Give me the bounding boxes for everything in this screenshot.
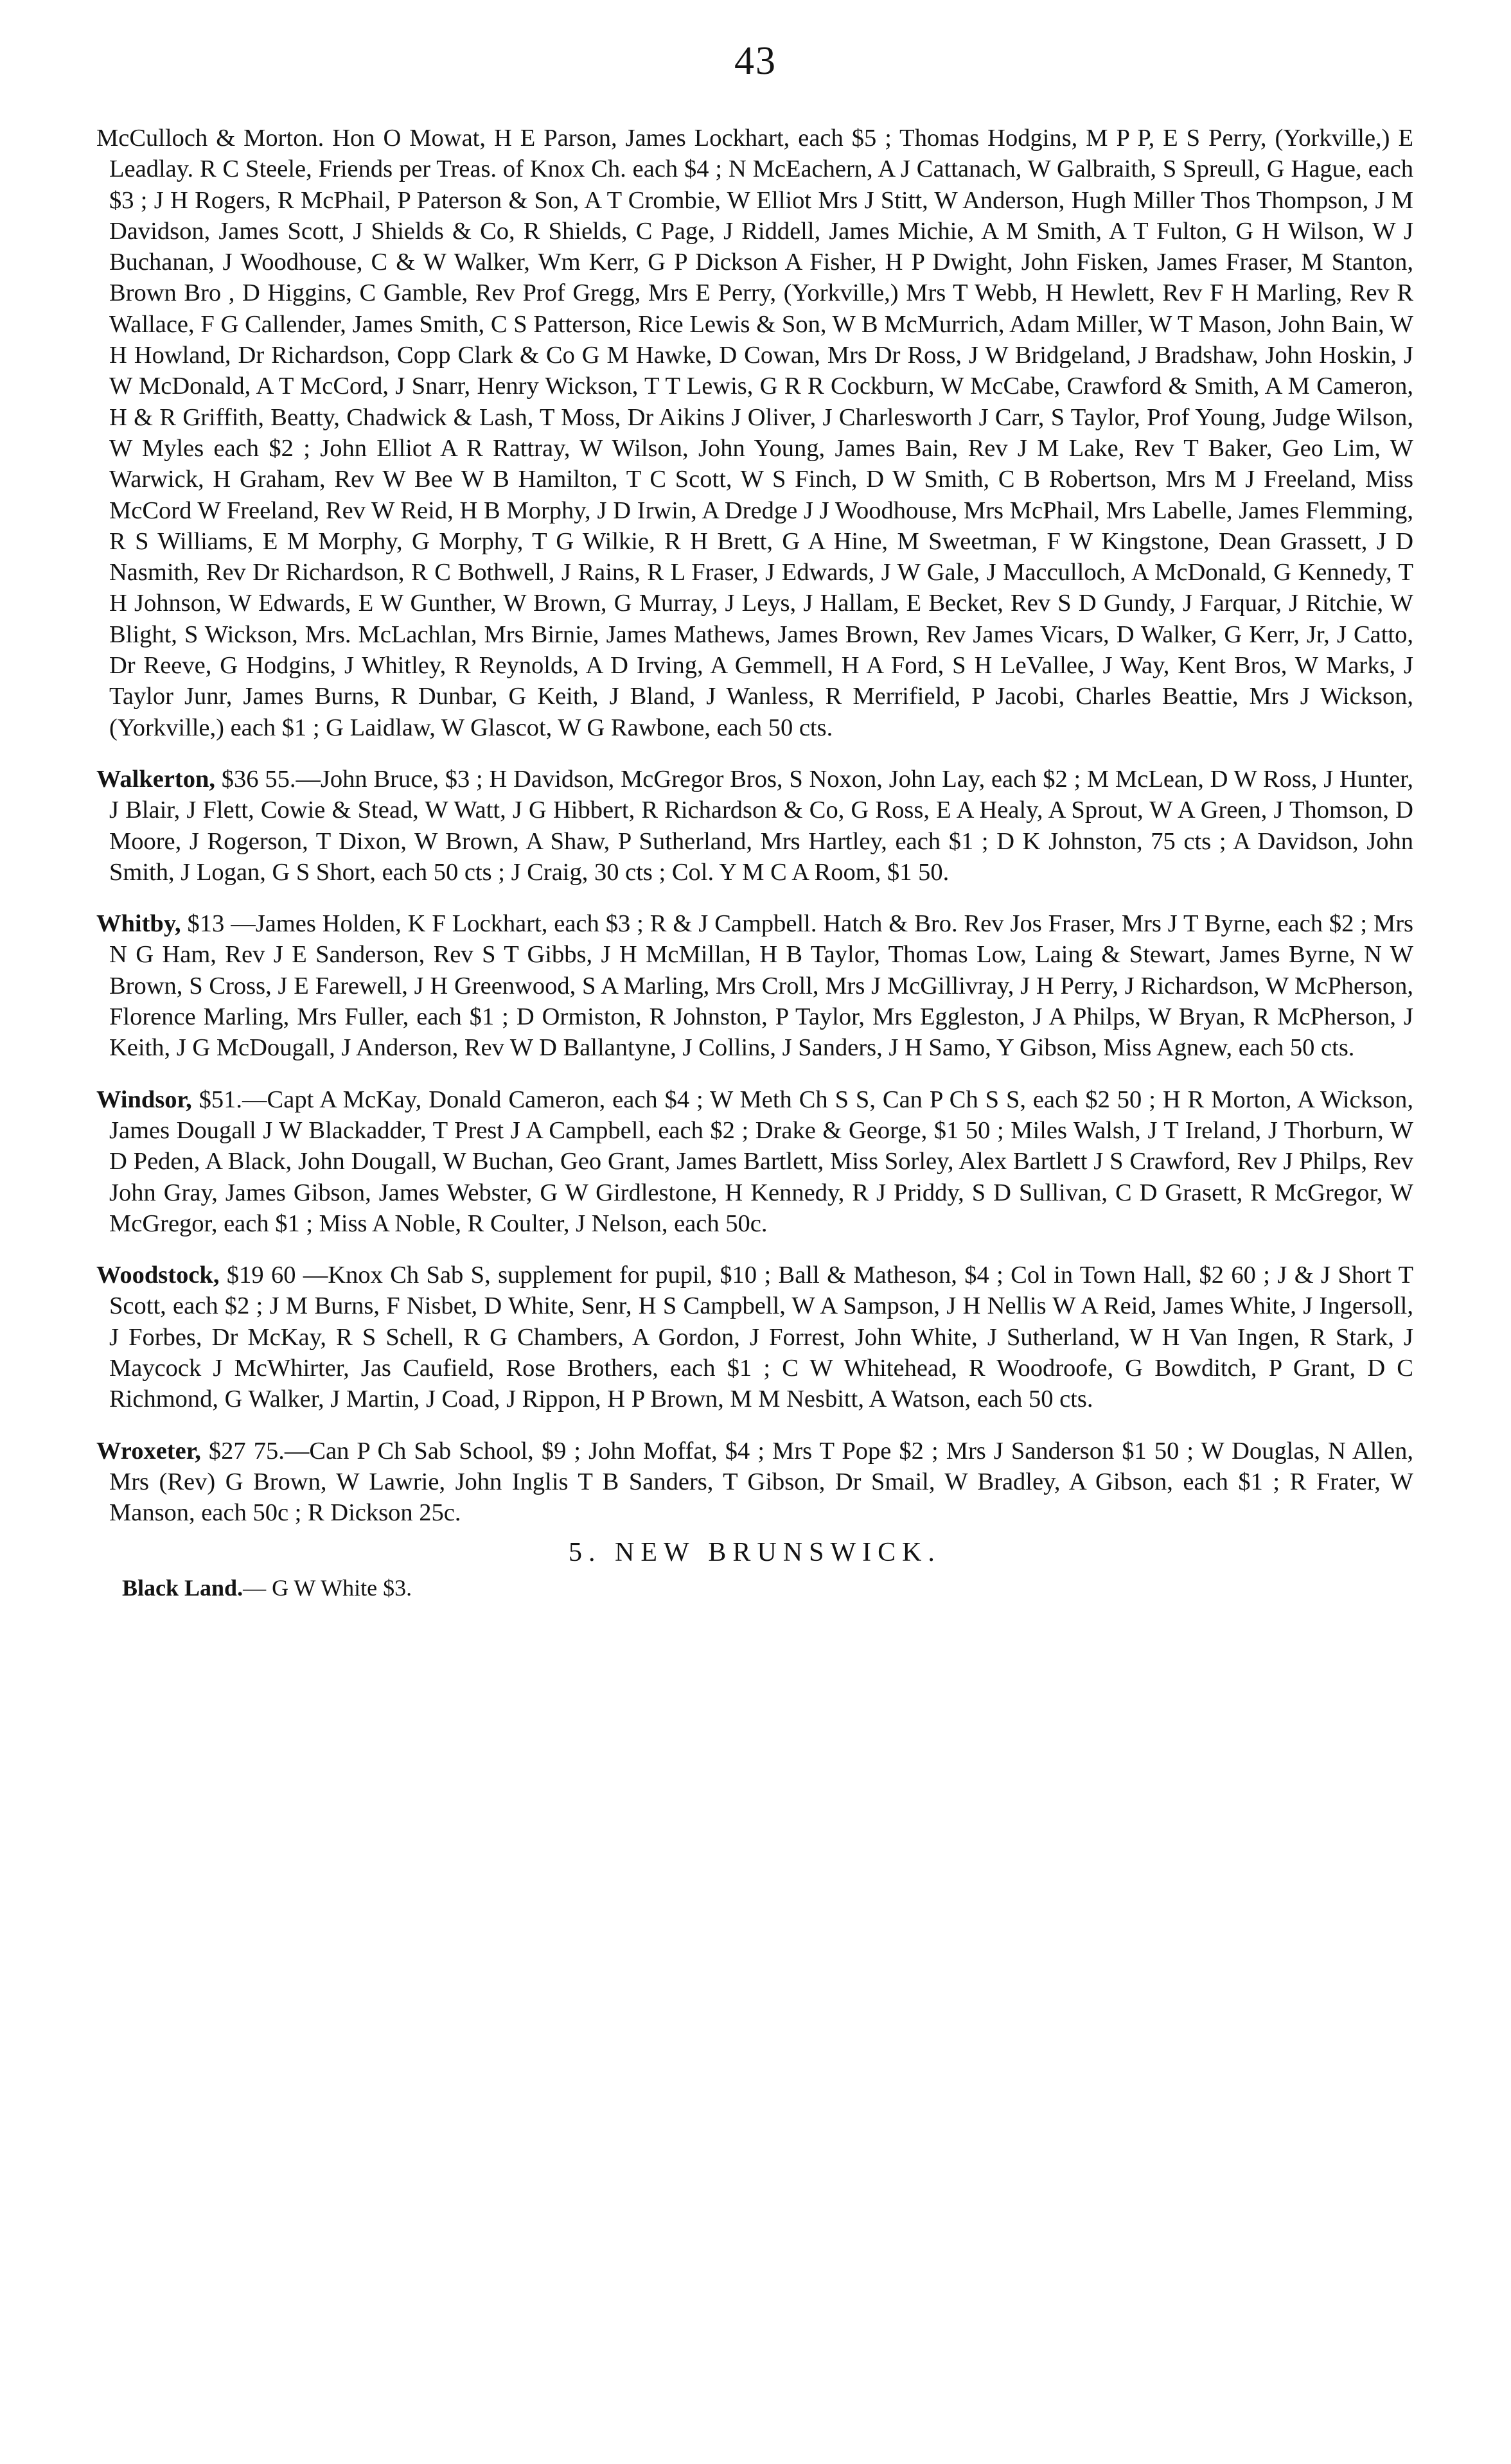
contribution-paragraph [96, 1260, 1413, 1414]
contribution-paragraph [96, 1084, 1413, 1239]
paragraph-lead: Windsor, [96, 1086, 192, 1113]
paragraph-text: $13 —James Holden, K F Lockhart, each $3 ; R & J Campbell. Hatch & Bro. Rev Jos Fraser, Mrs J T Byrne, each $2 ; Mrs N G Ham, Rev J E Sanderson, Rev S T Gibbs, J H McMillan, H B Taylor, Thomas Low, Laing & Stewart, James Byrne, N W Brown, S Cross, J E Farewell, J H Greenwood, S A Marling, Mrs Croll, Mrs J McGillivray, J H Perry, J Richardson, W McPherson, Florence Marling, Mrs Fuller, each $1 ; D Ormiston, R Johnston, P Taylor, Mrs Eggleston, J A Philps, W Bryan, R McPherson, J Keith, J G McDougall, J Anderson, Rev W D Ballantyne, J Collins, J Sanders, J H Samo, Y Gibson, Miss Agnew, each 50 cts. [109, 910, 1413, 1062]
paragraph-text: $19 60 —Knox Ch Sab S, supplement for pupil, $10 ; Ball & Matheson, $4 ; Col in Town Hall, $2 60 ; J & J Short T Scott, each $2 ; J M Burns, F Nisbet, D White, Senr, H S Campbell, W A Sampson, J H Nellis W A Reid, James White, J Ingersoll, J Forbes, Dr McKay, R S Schell, R G Chambers, A Gordon, J Forrest, John White, J Sutherland, W H Van Ingen, R Stark, J Maycock J McWhirter, Jas Caufield, Rose Brothers, each $1 ; C W Whitehead, R Woodroofe, G Bowditch, P Grant, D C Richmond, G Walker, J Martin, J Coad, J Rippon, H P Brown, M M Nesbitt, A Watson, each 50 cts. [109, 1262, 1413, 1413]
contribution-paragraph [96, 1436, 1413, 1529]
paragraph-lead: Whitby, [96, 910, 181, 938]
contribution-paragraph [96, 908, 1413, 1063]
contribution-paragraph [96, 764, 1413, 888]
page-number: 43 [734, 39, 777, 83]
paragraph-lead: Wroxeter, [96, 1437, 201, 1465]
paragraph-text: $36 55.—John Bruce, $3 ; H Davidson, McGregor Bros, S Noxon, John Lay, each $2 ; M McLean, D W Ross, J Hunter, J Blair, J Flett, Cowie & Stead, W Watt, J G Hibbert, R Richardson & Co, G Ross, E A Healy, A Sprout, W A Green, J Thomson, D Moore, J Rogerson, T Dixon, W Brown, A Shaw, P Sutherland, Mrs Hartley, each $1 ; D K Johnston, 75 cts ; A Davidson, John Smith, J Logan, G S Short, each 50 cts ; J Craig, 30 cts ; Col. Y M C A Room, $1 50. [109, 765, 1413, 886]
paragraph-text: McCulloch & Morton. Hon O Mowat, H E Parson, James Lockhart, each $5 ; Thomas Hodgins, M P P, E S Perry, (Yorkville,) E Leadlay. R C Steele, Friends per Treas. of Knox Ch. each $4 ; N McEachern, A J Cattanach, W Galbraith, S Spreull, G Hague, each $3 ; J H Rogers, R McPhail, P Paterson & Son, A T Crombie, W Elliot Mrs J Stitt, W Anderson, Hugh Miller Thos Thompson, J M Davidson, James Scott, J Shields & Co, R Shields, C Page, J Riddell, James Michie, A M Smith, A T Fulton, G H Wilson, W J Buchanan, J Woodhouse, C & W Walker, Wm Kerr, G P Dickson A Fisher, H P Dwight, John Fisken, James Fraser, M Stanton, Brown Bro , D Higgins, C Gamble, Rev Prof Gregg, Mrs E Perry, (Yorkville,) Mrs T Webb, H Hewlett, Rev F H Marling, Rev R Wallace, F G Callender, James Smith, C S Patterson, Rice Lewis & Son, W B McMurrich, Adam Miller, W T Mason, John Bain, W H Howland, Dr Richardson, Copp Clark & Co G M Hawke, D Cowan, Mrs Dr Ross, J W Bridgeland, J Bradshaw, John Hoskin, J W McDonald, A T McCord, J Snarr, Henry Wickson, T T Lewis, G R R Cockburn, W McCabe, Crawford & Smith, A M Cameron, H & R Griffith, Beatty, Chadwick & Lash, T Moss, Dr Aikins J Oliver, J Charlesworth J Carr, S Taylor, Prof Young, Judge Wilson, W Myles each $2 ; John Elliot A R Rattray, W Wilson, John Young, James Bain, Rev J M Lake, Rev T Baker, Geo Lim, W Warwick, H Graham, Rev W Bee W B Hamilton, T C Scott, W S Finch, D W Smith, C B Robertson, Mrs M J Freeland, Miss McCord W Freeland, Rev W Reid, H B Morphy, J D Irwin, A Dredge J J Woodhouse, Mrs McPhail, Mrs Labelle, James Flemming, R S Williams, E M Morphy, G Morphy, T G Wilkie, R H Brett, G A Hine, M Sweetman, F W Kingstone, Dean Grassett, J D Nasmith, Rev Dr Richardson, R C Bothwell, J Rains, R L Fraser, J Edwards, J W Gale, J Macculloch, A McDonald, G Kennedy, T H Johnson, W Edwards, E W Gunther, W Brown, G Murray, J Leys, J Hallam, E Becket, Rev S D Gundy, J Farquar, J Ritchie, W Blight, S Wickson, Mrs. McLachlan, Mrs Birnie, James Mathews, James Brown, Rev James Vicars, D Walker, G Kerr, Jr, J Catto, Dr Reeve, G Hodgins, J Whitley, R Reynolds, A D Irving, A Gemmell, H A Ford, S H LeVallee, J Way, Kent Bros, W Marks, J Taylor Junr, James Burns, R Dunbar, G Keith, J Bland, J Wanless, R Merrifield, P Jacobi, Charles Beattie, Mrs J Wickson, (Yorkville,) each $1 ; G Laidlaw, W Glascot, W G Rawbone, each 50 cts. [96, 125, 1413, 741]
section-heading: 5. NEW BRUNSWICK. [569, 1538, 941, 1568]
document-body [96, 123, 1413, 1601]
paragraph-text: $27 75.—Can P Ch Sab School, $9 ; John Moffat, $4 ; Mrs T Pope $2 ; Mrs J Sanderson $1 50 ; W Douglas, N Allen, Mrs (Rev) G Brown, W Lawrie, John Inglis T B Sanders, T Gibson, Dr Smail, W Bradley, A Gibson, each $1 ; R Frater, W Manson, each 50c ; R Dickson 25c. [109, 1437, 1413, 1527]
footer-text: — G W White $3. [243, 1575, 412, 1601]
footer-lead: Black Land. [122, 1575, 243, 1601]
paragraph-text: $51.—Capt A McKay, Donald Cameron, each $4 ; W Meth Ch S S, Can P Ch S S, each $2 50 ; H R Morton, A Wickson, James Dougall J W Blackadder, T Prest J A Campbell, each $2 ; Drake & George, $1 50 ; Miles Walsh, J T Ireland, J Thorburn, W D Peden, A Black, John Dougall, W Buchan, Geo Grant, James Bartlett, Miss Sorley, Alex Bartlett J S Crawford, Rev J Philps, Rev John Gray, James Gibson, James Webster, G W Girdlestone, H Kennedy, R J Priddy, S D Sullivan, C D Grasett, R McGregor, W McGregor, each $1 ; Miss A Noble, R Coulter, J Nelson, each 50c. [109, 1086, 1413, 1237]
footer-entry [122, 1574, 1413, 1601]
paragraph-lead: Walkerton, [96, 765, 216, 793]
contribution-paragraph [96, 123, 1413, 743]
paragraph-lead: Woodstock, [96, 1262, 220, 1289]
